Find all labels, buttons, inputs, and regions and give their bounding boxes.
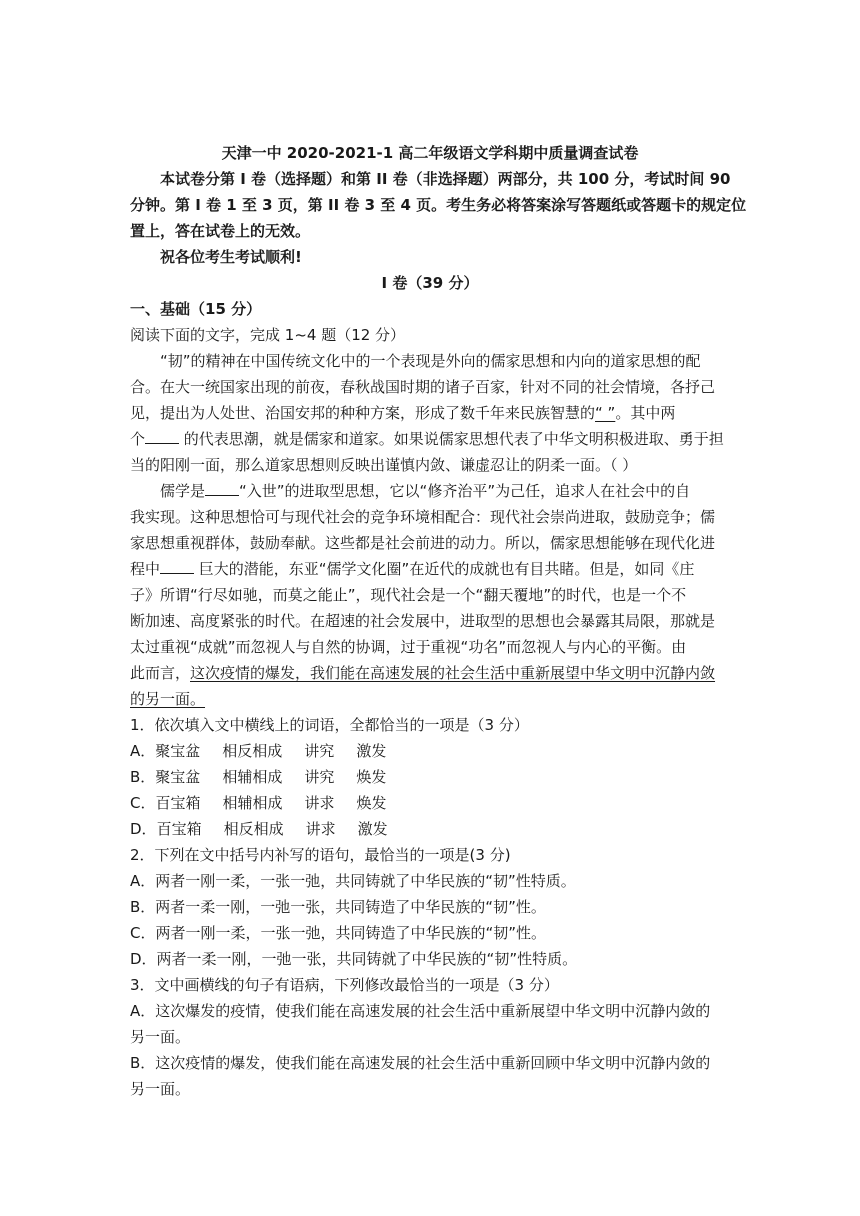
question-1-option-c: C．百宝箱 相辅相成 讲求 焕发	[130, 794, 387, 812]
passage-line: 子》所谓“行尽如驰，而莫之能止”，现代社会是一个“翻天覆地”的时代，也是一个不	[130, 586, 687, 604]
question-2-option-a: A．两者一刚一柔，一张一弛，共同铸就了中华民族的“韧”性特质。	[130, 872, 576, 890]
fill-blank-2	[145, 429, 179, 444]
passage-text: “入世”的进取型思想，它以“修齐治平”为己任，追求人在社会中的自	[239, 482, 691, 500]
question-3-stem: 3．文中画横线的句子有语病，下列修改最恰当的一项是（3 分）	[130, 976, 559, 994]
passage-line	[130, 559, 694, 579]
fill-blank-4	[160, 559, 194, 574]
passage-line	[130, 429, 724, 449]
question-2-option-d: D．两者一柔一刚，一弛一张，共同铸就了中华民族的“韧”性特质。	[130, 950, 578, 968]
passage-line: 断加速、高度紧张的时代。在超速的社会发展中，进取型的思想也会暴露其局限，那就是	[130, 612, 716, 630]
passage-text: 程中	[130, 560, 161, 578]
question-3-option-b-cont: 另一面。	[130, 1080, 191, 1098]
underlined-sentence-end: 的另一面。	[130, 690, 206, 708]
passage-line: 当的阳刚一面，那么道家思想则反映出谨慎内敛、谦虚忍让的阴柔一面。（ ）	[130, 456, 638, 474]
part1-title: I 卷（39 分）	[381, 274, 479, 292]
intro-line-2: 分钟。第 I 卷 1 至 3 页，第 II 卷 3 至 4 页。考生务必将答案涂写答题纸或答题卡的规定位	[130, 196, 747, 214]
question-3-option-a-cont: 另一面。	[130, 1028, 191, 1046]
question-2-option-c: C．两者一刚一柔，一张一弛，共同铸造了中华民族的“韧”性。	[130, 924, 547, 942]
wish-line: 祝各位考生考试顺利!	[160, 248, 302, 266]
passage-text: 个	[130, 430, 146, 448]
passage-line: 合。在大一统国家出现的前夜，春秋战国时期的诸子百家，针对不同的社会情境，各抒己	[130, 378, 716, 396]
question-3-option-b: B．这次疫情的爆发，使我们能在高速发展的社会生活中重新回顾中华文明中沉静内敛的	[130, 1054, 711, 1072]
fill-blank-1: “ ”	[595, 404, 616, 422]
passage-line	[130, 663, 715, 683]
passage-line: 家思想重视群体，鼓励奉献。这些都是社会前进的动力。所以，儒家思想能够在现代化进	[130, 534, 716, 552]
question-1-stem: 1．依次填入文中横线上的词语，全都恰当的一项是（3 分）	[130, 716, 529, 734]
question-3-option-a: A．这次爆发的疫情，使我们能在高速发展的社会生活中重新展望中华文明中沉静内敛的	[130, 1002, 711, 1020]
passage-line: 我实现。这种思想恰可与现代社会的竞争环境相配合：现代社会崇尚进取，鼓励竞争；儒	[130, 508, 716, 526]
passage-text: 巨大的潜能，东亚“儒学文化圈”在近代的成就也有目共睹。但是，如同《庄	[194, 560, 695, 578]
section-title: 一、基础（15 分）	[130, 300, 262, 318]
passage-line: “韧”的精神在中国传统文化中的一个表现是外向的儒家思想和内向的道家思想的配	[160, 352, 701, 370]
question-1-option-a: A．聚宝盆 相反相成 讲究 激发	[130, 742, 387, 760]
passage-text: 的代表思潮，就是儒家和道家。如果说儒家思想代表了中华文明积极进取、勇于担	[179, 430, 724, 448]
question-2-option-b: B．两者一柔一刚，一弛一张，共同铸造了中华民族的“韧”性。	[130, 898, 546, 916]
exam-title: 天津一中 2020-2021-1 高二年级语文学科期中质量调查试卷	[221, 144, 639, 162]
question-1-option-d: D．百宝箱 相反相成 讲求 激发	[130, 820, 388, 838]
question-1-option-b: B．聚宝盆 相辅相成 讲究 焕发	[130, 768, 387, 786]
passage-line	[130, 403, 675, 423]
passage-text: 此而言，	[130, 664, 191, 682]
passage-line: 太过重视“成就”而忽视人与自然的协调，过于重视“功名”而忽视人与内心的平衡。由	[130, 638, 687, 656]
passage-text: 。其中两	[615, 404, 676, 422]
passage-text: 儒学是	[160, 482, 206, 500]
intro-line-1: 本试卷分第 I 卷（选择题）和第 II 卷（非选择题）两部分，共 100 分，考试时间 90	[160, 170, 731, 188]
question-2-stem: 2．下列在文中括号内补写的语句，最恰当的一项是(3 分)	[130, 846, 511, 864]
reading-instruction: 阅读下面的文字，完成 1~4 题（12 分）	[130, 326, 406, 344]
intro-line-3: 置上，答在试卷上的无效。	[130, 222, 311, 240]
underlined-sentence: 这次疫情的爆发，我们能在高速发展的社会生活中重新展望中华文明中沉静内敛	[190, 664, 716, 682]
passage-line	[160, 481, 690, 501]
fill-blank-3	[205, 481, 239, 496]
passage-text: 见，提出为人处世、治国安邦的种种方案，形成了数千年来民族智慧的	[130, 404, 596, 422]
